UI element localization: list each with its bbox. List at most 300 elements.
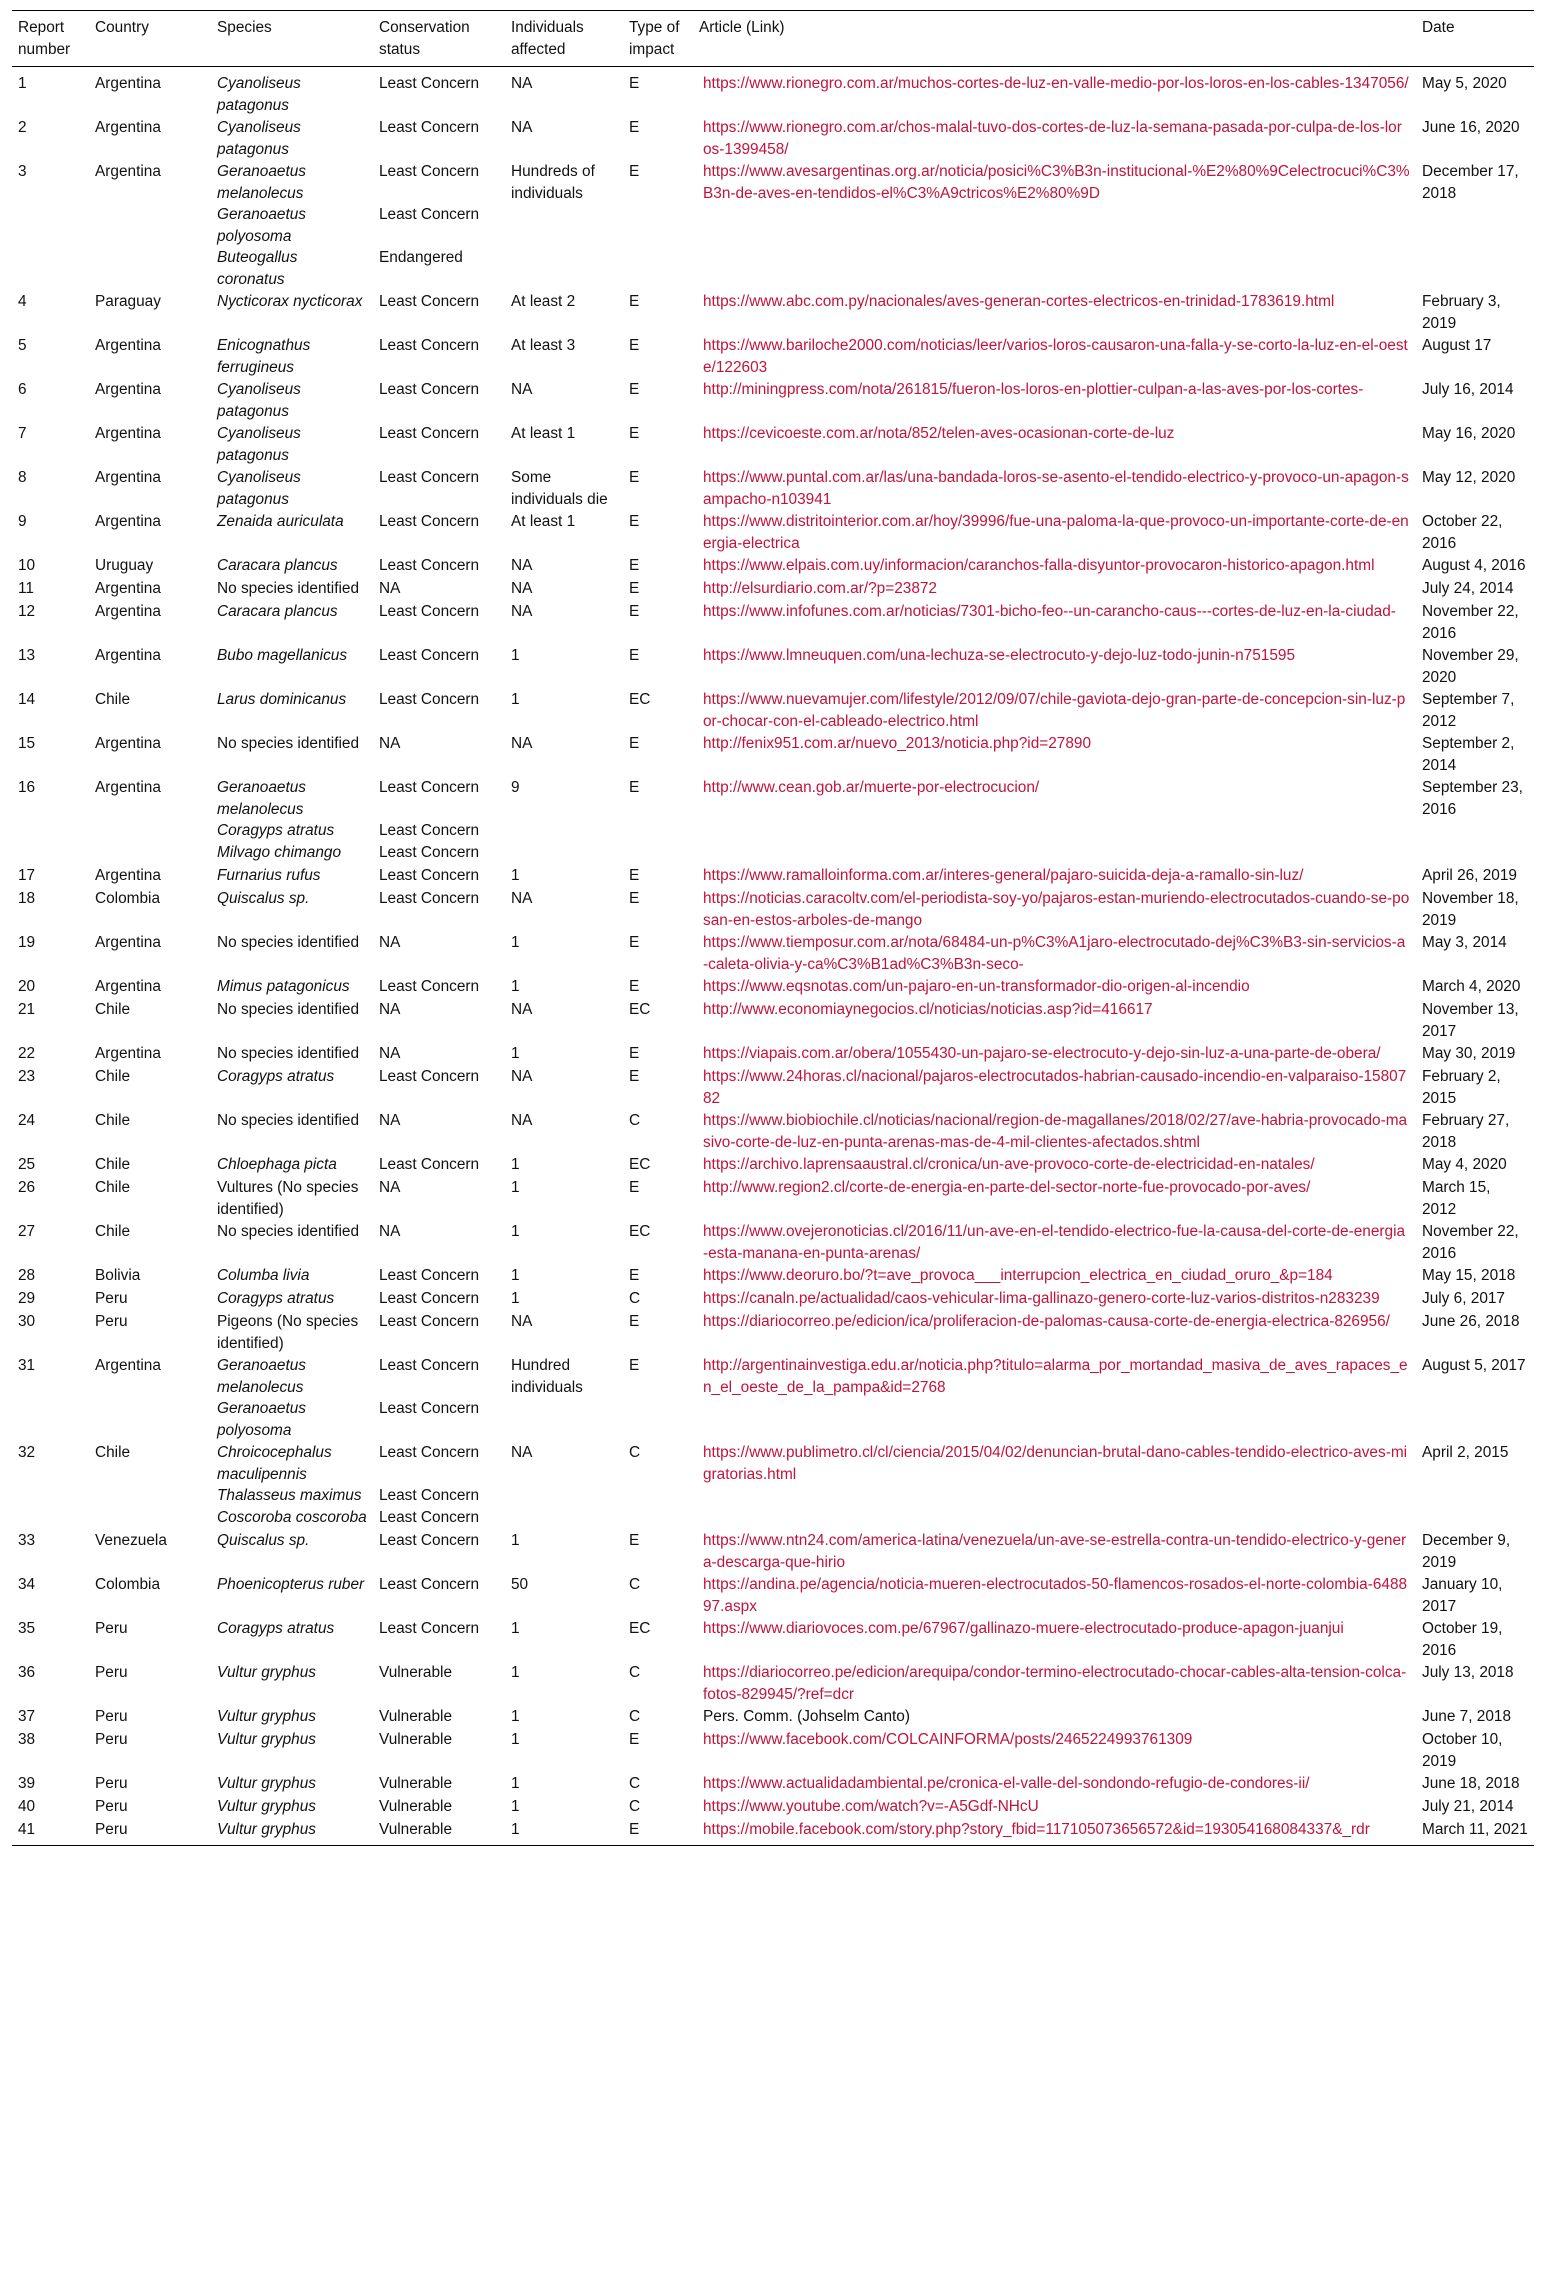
report-number: 17 — [18, 867, 36, 884]
conservation-status: Least Concern — [379, 867, 480, 884]
type-of-impact: E — [629, 867, 640, 884]
species-name: No species identified — [217, 1001, 360, 1018]
article-link[interactable]: http://www.cean.gob.ar/muerte-por-electrocucion/ — [703, 779, 1040, 796]
conservation-status: Least Concern — [379, 1532, 480, 1549]
species-name: Mimus patagonicus — [217, 978, 350, 995]
table-row — [12, 689, 1534, 733]
header-country: Country — [95, 19, 149, 36]
type-of-impact: E — [629, 603, 640, 620]
species-name: Bubo magellanicus — [217, 647, 348, 664]
report-number: 20 — [18, 978, 36, 995]
article-link[interactable]: https://www.bariloche2000.com/noticias/leer/varios-loros-causaron-una-falla-y-se-corto-la-luz-en-el-oeste/122603 — [703, 337, 1408, 376]
date: February 2, 2015 — [1422, 1068, 1501, 1107]
article-link[interactable]: https://www.deoruro.bo/?t=ave_provoca___interrupcion_electrica_en_ciudad_oruro_&p=184 — [703, 1267, 1333, 1284]
species-name: Vultures (No species identified) — [217, 1179, 359, 1218]
species-name: Geranoaetus melanolecus — [217, 779, 306, 818]
article-link[interactable]: https://www.biobiochile.cl/noticias/nacional/region-de-magallanes/2018/02/27/ave-habria-provocado-masivo-corte-de-luz-en-punta-arenas-mas-de-4-mil-clientes-afectados.shtml — [703, 1112, 1408, 1151]
species-cell — [211, 379, 373, 423]
type-of-impact: E — [629, 1731, 640, 1748]
type-of-impact: E — [629, 779, 640, 796]
conservation-status: Least Concern — [379, 1313, 480, 1330]
article-link[interactable]: https://www.ntn24.com/america-latina/venezuela/un-ave-se-estrella-contra-un-tendido-electrico-y-genera-descarga-que-hirio — [703, 1532, 1407, 1571]
conservation-status: Least Concern — [379, 822, 480, 839]
article-link[interactable]: https://www.avesargentinas.org.ar/noticia/posici%C3%B3n-institucional-%E2%80%9Celectrocuci%C3%B3n-de-aves-en-tendidos-el%C3%A9ctricos%E2%80%9D — [703, 163, 1410, 202]
article-link[interactable]: https://www.eqsnotas.com/un-pajaro-en-un-transformador-dio-origen-al-incendio — [703, 978, 1250, 995]
article-link[interactable]: http://argentinainvestiga.edu.ar/noticia.php?titulo=alarma_por_mortandad_masiva_de_aves_rapaces_en_el_oeste_de_la_pampa&id=2768 — [703, 1357, 1408, 1396]
country: Argentina — [95, 381, 161, 398]
individuals-affected: NA — [511, 1444, 533, 1461]
date: November 22, 2016 — [1422, 603, 1519, 642]
species-name: Coscoroba coscoroba — [217, 1509, 367, 1526]
species-cell — [211, 1729, 373, 1773]
conservation-status: Least Concern — [379, 119, 480, 136]
type-of-impact: E — [629, 647, 640, 664]
date: February 3, 2019 — [1422, 293, 1501, 332]
report-number: 14 — [18, 691, 36, 708]
species-name: Cyanoliseus patagonus — [217, 425, 301, 464]
date: June 16, 2020 — [1422, 119, 1520, 136]
date: February 27, 2018 — [1422, 1112, 1510, 1151]
conservation-status: Least Concern — [379, 163, 480, 180]
report-number: 27 — [18, 1223, 36, 1240]
conservation-status-cell — [373, 1574, 505, 1618]
report-number: 13 — [18, 647, 36, 664]
conservation-status-cell — [373, 67, 505, 118]
species-cell — [211, 1574, 373, 1618]
table-row — [12, 1662, 1534, 1706]
individuals-affected: NA — [511, 580, 533, 597]
date: January 10, 2017 — [1422, 1576, 1503, 1615]
table-row — [12, 777, 1534, 865]
individuals-affected: 1 — [511, 1775, 520, 1792]
conservation-status: Least Concern — [379, 779, 480, 796]
individuals-affected: 50 — [511, 1576, 529, 1593]
header-report-number: Report number — [18, 19, 71, 58]
table-row — [12, 733, 1534, 777]
article-link[interactable]: http://fenix951.com.ar/nuevo_2013/noticia.php?id=27890 — [703, 735, 1092, 752]
species-name: Caracara plancus — [217, 557, 338, 574]
conservation-status: NA — [379, 1112, 401, 1129]
species-cell — [211, 1442, 373, 1530]
report-number: 7 — [18, 425, 27, 442]
individuals-affected: Some individuals die — [511, 469, 608, 508]
species-name: Caracara plancus — [217, 603, 338, 620]
conservation-status-cell — [373, 335, 505, 379]
article-link[interactable]: https://www.youtube.com/watch?v=-A5Gdf-NHcU — [703, 1798, 1039, 1815]
date: December 17, 2018 — [1422, 163, 1519, 202]
type-of-impact: E — [629, 1267, 640, 1284]
article-link[interactable]: http://www.region2.cl/corte-de-energia-en-parte-del-sector-norte-fue-provocado-por-aves/ — [703, 1179, 1311, 1196]
date: December 9, 2019 — [1422, 1532, 1511, 1571]
date: November 13, 2017 — [1422, 1001, 1519, 1040]
species-name: No species identified — [217, 735, 360, 752]
type-of-impact: C — [629, 1112, 641, 1129]
article-link[interactable]: https://www.nuevamujer.com/lifestyle/2012/09/07/chile-gaviota-dejo-gran-parte-de-concepcion-sin-luz-por-chocar-con-el-cableado-electrico.html — [703, 691, 1406, 730]
conservation-status-cell — [373, 601, 505, 645]
individuals-affected: 9 — [511, 779, 520, 796]
article-source: Pers. Comm. (Johselm Canto) — [703, 1708, 910, 1725]
article-link[interactable]: https://www.actualidadambiental.pe/cronica-el-valle-del-sondondo-refugio-de-condores-ii/ — [703, 1775, 1310, 1792]
report-number: 8 — [18, 469, 27, 486]
article-link[interactable]: https://www.24horas.cl/nacional/pajaros-electrocutados-habrian-causado-incendio-en-valparaiso-1580782 — [703, 1068, 1407, 1107]
species-name: Quiscalus sp. — [217, 1532, 310, 1549]
country: Argentina — [95, 647, 161, 664]
header-individuals-affected: Individuals affected — [511, 19, 584, 58]
species-name: Vultur gryphus — [217, 1731, 316, 1748]
type-of-impact: E — [629, 1179, 640, 1196]
conservation-status-cell — [373, 578, 505, 601]
conservation-status: Least Concern — [379, 844, 480, 861]
conservation-status-cell — [373, 1221, 505, 1265]
bird-electrocution-table — [12, 10, 1534, 1846]
species-cell — [211, 1796, 373, 1819]
species-cell — [211, 1618, 373, 1662]
species-name: Coragyps atratus — [217, 1290, 335, 1307]
species-name: Chroicocephalus maculipennis — [217, 1444, 332, 1483]
conservation-status: Least Concern — [379, 1576, 480, 1593]
species-cell — [211, 689, 373, 733]
report-number: 39 — [18, 1775, 36, 1792]
species-name: Geranoaetus melanolecus — [217, 1357, 306, 1396]
country: Chile — [95, 1179, 131, 1196]
report-number: 9 — [18, 513, 27, 530]
conservation-status: Least Concern — [379, 557, 480, 574]
species-cell — [211, 1819, 373, 1846]
article-link[interactable]: https://www.ramalloinforma.com.ar/interes-general/pajaro-suicida-deja-a-ramallo-sin-luz/ — [703, 867, 1304, 884]
country: Argentina — [95, 469, 161, 486]
country: Uruguay — [95, 557, 154, 574]
conservation-status-cell — [373, 999, 505, 1043]
date: March 15, 2012 — [1422, 1179, 1491, 1218]
conservation-status: Least Concern — [379, 293, 480, 310]
date: May 4, 2020 — [1422, 1156, 1507, 1173]
species-name: No species identified — [217, 1112, 360, 1129]
conservation-status-cell — [373, 932, 505, 976]
country: Peru — [95, 1708, 128, 1725]
report-number: 29 — [18, 1290, 36, 1307]
country: Chile — [95, 1223, 131, 1240]
table-row — [12, 467, 1534, 511]
conservation-status-cell — [373, 976, 505, 999]
article-link[interactable]: https://www.puntal.com.ar/las/una-bandada-loros-se-asento-el-tendido-electrico-y-provoco-un-apagon-sampacho-n103941 — [703, 469, 1409, 508]
report-number: 16 — [18, 779, 36, 796]
report-number: 36 — [18, 1664, 36, 1681]
individuals-affected: NA — [511, 1112, 533, 1129]
article-link[interactable]: https://www.distritointerior.com.ar/hoy/39996/fue-una-paloma-la-que-provoco-un-importante-corte-de-energia-electrica — [703, 513, 1409, 552]
table-row — [12, 1796, 1534, 1819]
conservation-status: Least Concern — [379, 1400, 480, 1417]
country: Peru — [95, 1620, 128, 1637]
individuals-affected: 1 — [511, 1223, 520, 1240]
type-of-impact: C — [629, 1798, 641, 1815]
conservation-status: Vulnerable — [379, 1775, 453, 1792]
species-cell — [211, 1311, 373, 1355]
date: July 21, 2014 — [1422, 1798, 1514, 1815]
conservation-status: Least Concern — [379, 890, 480, 907]
report-number: 33 — [18, 1532, 36, 1549]
report-number: 23 — [18, 1068, 36, 1085]
date: November 22, 2016 — [1422, 1223, 1519, 1262]
type-of-impact: C — [629, 1775, 641, 1792]
date: August 17 — [1422, 337, 1492, 354]
report-number: 6 — [18, 381, 27, 398]
table-row — [12, 379, 1534, 423]
table-row — [12, 1043, 1534, 1066]
type-of-impact: E — [629, 735, 640, 752]
type-of-impact: C — [629, 1444, 641, 1461]
table-row — [12, 1530, 1534, 1574]
type-of-impact: E — [629, 1357, 640, 1374]
conservation-status: Least Concern — [379, 337, 480, 354]
individuals-affected: NA — [511, 603, 533, 620]
country: Argentina — [95, 425, 161, 442]
table-row — [12, 1265, 1534, 1288]
article-link[interactable]: http://www.economiaynegocios.cl/noticias/noticias.asp?id=416617 — [703, 1001, 1153, 1018]
conservation-status-cell — [373, 1288, 505, 1311]
species-cell — [211, 777, 373, 865]
conservation-status-cell — [373, 1043, 505, 1066]
header-date: Date — [1422, 19, 1455, 36]
table-row — [12, 976, 1534, 999]
conservation-status: Least Concern — [379, 1267, 480, 1284]
report-number: 10 — [18, 557, 36, 574]
species-name: Columba livia — [217, 1267, 310, 1284]
conservation-status: Least Concern — [379, 647, 480, 664]
individuals-affected: 1 — [511, 1821, 520, 1838]
type-of-impact: E — [629, 1068, 640, 1085]
date: July 6, 2017 — [1422, 1290, 1505, 1307]
table-body — [12, 67, 1534, 1846]
article-link[interactable]: https://www.diariovoces.com.pe/67967/gallinazo-muere-electrocutado-produce-apagon-juanjui — [703, 1620, 1344, 1637]
conservation-status-cell — [373, 291, 505, 335]
conservation-status-cell — [373, 689, 505, 733]
conservation-status-cell — [373, 1311, 505, 1355]
species-name: Pigeons (No species identified) — [217, 1313, 359, 1352]
species-name: No species identified — [217, 580, 360, 597]
date: May 15, 2018 — [1422, 1267, 1516, 1284]
table-row — [12, 1706, 1534, 1729]
conservation-status: NA — [379, 934, 401, 951]
species-name: Larus dominicanus — [217, 691, 347, 708]
date: October 22, 2016 — [1422, 513, 1503, 552]
header-conservation-status: Conservation status — [379, 19, 470, 58]
report-number: 28 — [18, 1267, 36, 1284]
country: Chile — [95, 691, 131, 708]
table-row — [12, 601, 1534, 645]
country: Argentina — [95, 513, 161, 530]
conservation-status: Least Concern — [379, 1357, 480, 1374]
country: Argentina — [95, 867, 161, 884]
species-cell — [211, 511, 373, 555]
individuals-affected: Hundred individuals — [511, 1357, 583, 1396]
article-link[interactable]: https://www.tiemposur.com.ar/nota/68484-un-p%C3%A1jaro-electrocutado-dej%C3%B3-sin-servicios-a-caleta-olivia-y-ca%C3%B1ad%C3%B3n-seco- — [703, 934, 1406, 973]
article-link[interactable]: https://www.rionegro.com.ar/chos-malal-tuvo-dos-cortes-de-luz-la-semana-pasada-por-culpa-de-los-loros-1399458/ — [703, 119, 1402, 158]
conservation-status: Least Concern — [379, 1620, 480, 1637]
type-of-impact: E — [629, 1532, 640, 1549]
individuals-affected: Hundreds of individuals — [511, 163, 595, 202]
type-of-impact: E — [629, 381, 640, 398]
article-link[interactable]: https://cevicoeste.com.ar/nota/852/telen-aves-ocasionan-corte-de-luz — [703, 425, 1175, 442]
conservation-status-cell — [373, 1662, 505, 1706]
table-header — [12, 11, 1534, 67]
individuals-affected: At least 3 — [511, 337, 576, 354]
table-row — [12, 1288, 1534, 1311]
date: September 23, 2016 — [1422, 779, 1523, 818]
individuals-affected: NA — [511, 1313, 533, 1330]
individuals-affected: 1 — [511, 1290, 520, 1307]
country: Chile — [95, 1112, 131, 1129]
individuals-affected: 1 — [511, 1532, 520, 1549]
article-link[interactable]: https://www.abc.com.py/nacionales/aves-generan-cortes-electricos-en-trinidad-1783619.html — [703, 293, 1335, 310]
type-of-impact: EC — [629, 1156, 651, 1173]
species-name: Vultur gryphus — [217, 1821, 316, 1838]
individuals-affected: NA — [511, 75, 533, 92]
article-link[interactable]: https://andina.pe/agencia/noticia-mueren-electrocutados-50-flamencos-rosados-el-norte-colombia-648897.aspx — [703, 1576, 1408, 1615]
article-link[interactable]: https://archivo.laprensaaustral.cl/cronica/un-ave-provoco-corte-de-electricidad-en-natales/ — [703, 1156, 1315, 1173]
species-name: Cyanoliseus patagonus — [217, 381, 301, 420]
header-row — [12, 11, 1534, 67]
country: Chile — [95, 1156, 131, 1173]
species-cell — [211, 999, 373, 1043]
article-link[interactable]: https://diariocorreo.pe/edicion/ica/proliferacion-de-palomas-causa-corte-de-energia-electrica-826956/ — [703, 1313, 1390, 1330]
type-of-impact: E — [629, 580, 640, 597]
species-cell — [211, 1221, 373, 1265]
country: Chile — [95, 1068, 131, 1085]
conservation-status-cell — [373, 1442, 505, 1530]
country: Peru — [95, 1821, 128, 1838]
article-link[interactable]: https://www.elpais.com.uy/informacion/caranchos-falla-disyuntor-provocaron-historico-apagon.html — [703, 557, 1375, 574]
conservation-status: Least Concern — [379, 206, 480, 223]
species-cell — [211, 645, 373, 689]
report-number: 19 — [18, 934, 36, 951]
species-name: Coragyps atratus — [217, 1068, 335, 1085]
species-name: Buteogallus coronatus — [217, 249, 298, 288]
date: May 30, 2019 — [1422, 1045, 1516, 1062]
report-number: 37 — [18, 1708, 36, 1725]
article-link[interactable]: https://www.ovejeronoticias.cl/2016/11/un-ave-en-el-tendido-electrico-fue-la-causa-del-corte-de-energia-esta-manana-en-punta-arenas/ — [703, 1223, 1406, 1262]
country: Argentina — [95, 603, 161, 620]
conservation-status: Least Concern — [379, 603, 480, 620]
conservation-status-cell — [373, 1355, 505, 1442]
report-number: 31 — [18, 1357, 36, 1374]
article-link[interactable]: https://viapais.com.ar/obera/1055430-un-pajaro-se-electrocuto-y-dejo-sin-luz-a-una-parte-de-obera/ — [703, 1045, 1381, 1062]
type-of-impact: E — [629, 890, 640, 907]
species-cell — [211, 467, 373, 511]
report-number: 18 — [18, 890, 36, 907]
country: Argentina — [95, 735, 161, 752]
report-number: 35 — [18, 1620, 36, 1637]
table-row — [12, 1177, 1534, 1221]
report-number: 3 — [18, 163, 27, 180]
species-cell — [211, 291, 373, 335]
species-name: Coragyps atratus — [217, 822, 335, 839]
species-name: No species identified — [217, 1045, 360, 1062]
report-number: 26 — [18, 1179, 36, 1196]
species-name: Enicognathus ferrugineus — [217, 337, 311, 376]
article-link[interactable]: https://www.facebook.com/COLCAINFORMA/posts/2465224993761309 — [703, 1731, 1193, 1748]
article-link[interactable]: https://canaln.pe/actualidad/caos-vehicular-lima-gallinazo-genero-corte-luz-varios-distritos-n283239 — [703, 1290, 1380, 1307]
conservation-status: Least Concern — [379, 691, 480, 708]
species-cell — [211, 1177, 373, 1221]
species-cell — [211, 67, 373, 118]
country: Argentina — [95, 337, 161, 354]
country: Peru — [95, 1290, 128, 1307]
article-link[interactable]: https://www.lmneuquen.com/una-lechuza-se-electrocuto-y-dejo-luz-todo-junin-n751595 — [703, 647, 1295, 664]
species-cell — [211, 1355, 373, 1442]
type-of-impact: C — [629, 1708, 641, 1725]
conservation-status-cell — [373, 1530, 505, 1574]
table-row — [12, 1819, 1534, 1846]
article-link[interactable]: https://diariocorreo.pe/edicion/arequipa/condor-termino-electrocutado-chocar-cables-alta-tension-colca-fotos-829945/?ref=dcr — [703, 1664, 1407, 1703]
species-name: Coragyps atratus — [217, 1620, 335, 1637]
conservation-status-cell — [373, 1796, 505, 1819]
type-of-impact: E — [629, 337, 640, 354]
article-link[interactable]: https://mobile.facebook.com/story.php?story_fbid=117105073656572&id=193054168084337&_rdr — [703, 1821, 1370, 1838]
conservation-status-cell — [373, 1618, 505, 1662]
species-cell — [211, 932, 373, 976]
type-of-impact: E — [629, 1313, 640, 1330]
country: Peru — [95, 1798, 128, 1815]
header-article-link: Article (Link) — [699, 19, 785, 36]
report-number: 5 — [18, 337, 27, 354]
country: Peru — [95, 1664, 128, 1681]
table-row — [12, 1442, 1534, 1530]
conservation-status: Least Concern — [379, 1290, 480, 1307]
date: April 2, 2015 — [1422, 1444, 1509, 1461]
table-row — [12, 1066, 1534, 1110]
species-cell — [211, 733, 373, 777]
article-link[interactable]: http://miningpress.com/nota/261815/fueron-los-loros-en-plottier-culpan-a-las-aves-por-los-cortes- — [703, 381, 1364, 398]
individuals-affected: 1 — [511, 867, 520, 884]
country: Argentina — [95, 934, 161, 951]
conservation-status-cell — [373, 511, 505, 555]
report-number: 2 — [18, 119, 27, 136]
type-of-impact: E — [629, 119, 640, 136]
individuals-affected: NA — [511, 890, 533, 907]
report-number: 11 — [18, 580, 34, 597]
article-link[interactable]: https://www.infofunes.com.ar/noticias/7301-bicho-feo--un-carancho-caus---cortes-de-luz-en-la-ciudad- — [703, 603, 1396, 620]
conservation-status: Least Concern — [379, 1068, 480, 1085]
individuals-affected: At least 1 — [511, 513, 576, 530]
species-name: Chloephaga picta — [217, 1156, 337, 1173]
species-name: Geranoaetus polyosoma — [217, 206, 306, 245]
individuals-affected: 1 — [511, 647, 520, 664]
table-row — [12, 1729, 1534, 1773]
report-number: 41 — [18, 1821, 36, 1838]
article-link[interactable]: http://elsurdiario.com.ar/?p=23872 — [703, 580, 937, 597]
country: Argentina — [95, 1357, 161, 1374]
type-of-impact: C — [629, 1290, 641, 1307]
species-name: No species identified — [217, 1223, 360, 1240]
table-row — [12, 423, 1534, 467]
individuals-affected: 1 — [511, 1156, 520, 1173]
article-link[interactable]: https://www.publimetro.cl/cl/ciencia/2015/04/02/denuncian-brutal-dano-cables-tendido-electrico-aves-migratorias.html — [703, 1444, 1408, 1483]
article-link[interactable]: https://noticias.caracoltv.com/el-periodista-soy-yo/pajaros-estan-muriendo-electrocutados-cuando-se-posan-en-estos-arboles-de-mango — [703, 890, 1410, 929]
table-row — [12, 1618, 1534, 1662]
report-number: 4 — [18, 293, 27, 310]
species-cell — [211, 1530, 373, 1574]
country: Argentina — [95, 119, 161, 136]
individuals-affected: NA — [511, 735, 533, 752]
type-of-impact: E — [629, 293, 640, 310]
species-name: Cyanoliseus patagonus — [217, 75, 301, 114]
article-link[interactable]: https://www.rionegro.com.ar/muchos-cortes-de-luz-en-valle-medio-por-los-loros-en-los-cables-1347056/ — [703, 75, 1409, 92]
date: July 13, 2018 — [1422, 1664, 1514, 1681]
type-of-impact: E — [629, 557, 640, 574]
species-cell — [211, 578, 373, 601]
country: Argentina — [95, 163, 161, 180]
type-of-impact: EC — [629, 1223, 651, 1240]
